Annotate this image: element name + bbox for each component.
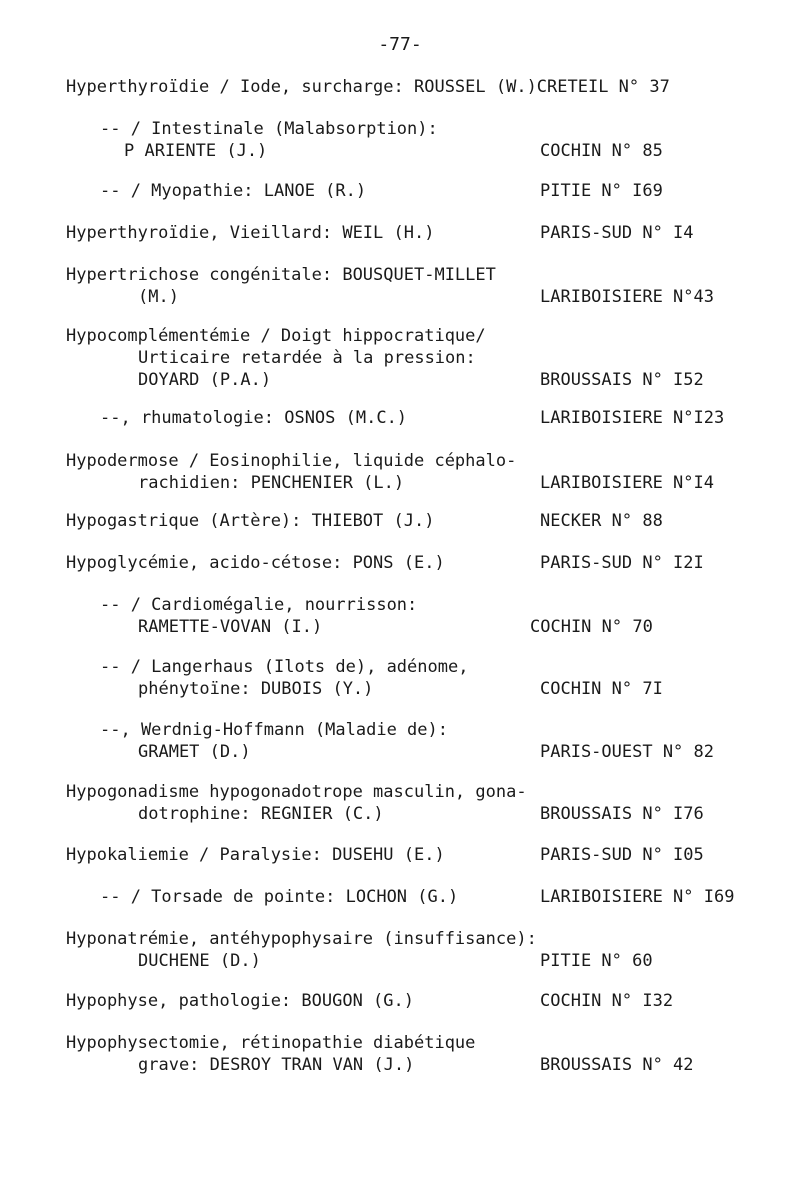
- index-entry: [0, 990, 800, 1012]
- index-entry: [0, 118, 800, 162]
- entry-heading-line: Hypophysectomie, rétinopathie diabétique: [66, 1033, 476, 1053]
- entry-heading-line: Hypoglycémie, acido-cétose: PONS (E.): [66, 553, 445, 573]
- entry-heading-line: Hypertrichose congénitale: BOUSQUET-MILLET: [66, 265, 496, 285]
- index-entry: [0, 407, 800, 429]
- entry-continuation-line: grave: DESROY TRAN VAN (J.): [138, 1055, 415, 1075]
- hospital-reference: COCHIN N° 85: [540, 141, 663, 161]
- index-entry: [0, 719, 800, 763]
- index-entry: [0, 844, 800, 866]
- hospital-reference: NECKER N° 88: [540, 511, 663, 531]
- entry-continuation-line: phénytoïne: DUBOIS (Y.): [138, 679, 374, 699]
- index-entry: [0, 76, 800, 98]
- index-entry: [0, 886, 800, 908]
- hospital-reference: PARIS-SUD N° I05: [540, 845, 704, 865]
- hospital-reference: PARIS-SUD N° I2I: [540, 553, 704, 573]
- hospital-reference: LARIBOISIERE N°I4: [540, 473, 714, 493]
- entry-heading-line: Hyperthyroïdie / Iode, surcharge: ROUSSEL (W.)CRETEIL N° 37: [66, 77, 670, 97]
- entry-continuation-line: dotrophine: REGNIER (C.): [138, 804, 384, 824]
- index-entry: [0, 1032, 800, 1076]
- hospital-reference: LARIBOISIERE N°43: [540, 287, 714, 307]
- entry-heading-line: -- / Myopathie: LANOE (R.): [100, 181, 367, 201]
- hospital-reference: BROUSSAIS N° 42: [540, 1055, 694, 1075]
- hospital-reference: BROUSSAIS N° I52: [540, 370, 704, 390]
- hospital-reference: COCHIN N° 7I: [540, 679, 663, 699]
- entry-heading-line: Hyponatrémie, antéhypophysaire (insuffisance):: [66, 929, 537, 949]
- index-entry: [0, 510, 800, 532]
- index-entry: [0, 325, 800, 391]
- entry-continuation-line: DUCHENE (D.): [138, 951, 261, 971]
- entry-continuation-line: (M.): [138, 287, 179, 307]
- entry-heading-line: Hypogastrique (Artère): THIEBOT (J.): [66, 511, 435, 531]
- hospital-reference: PITIE N° I69: [540, 181, 663, 201]
- index-entry: [0, 656, 800, 700]
- entry-heading-line: Hypophyse, pathologie: BOUGON (G.): [66, 991, 414, 1011]
- index-entry: [0, 594, 800, 638]
- entry-heading-line: --, Werdnig-Hoffmann (Maladie de):: [100, 720, 448, 740]
- entry-heading-line: --, rhumatologie: OSNOS (M.C.): [100, 408, 408, 428]
- page-number: -77-: [378, 34, 422, 55]
- hospital-reference: LARIBOISIERE N°I23: [540, 408, 725, 428]
- entry-heading-line: Hypodermose / Eosinophilie, liquide céphalo-: [66, 451, 517, 471]
- index-entry: [0, 222, 800, 244]
- index-entry: [0, 180, 800, 202]
- index-entry: [0, 450, 800, 494]
- entry-heading-line: Hypocomplémentémie / Doigt hippocratique/: [66, 326, 486, 346]
- hospital-reference: COCHIN N° 70: [530, 617, 653, 637]
- entry-continuation-line: Urticaire retardée à la pression:: [138, 348, 476, 368]
- hospital-reference: PARIS-OUEST N° 82: [540, 742, 714, 762]
- hospital-reference: LARIBOISIERE N° I69: [540, 887, 735, 907]
- entry-continuation-line: GRAMET (D.): [138, 742, 251, 762]
- hospital-reference: BROUSSAIS N° I76: [540, 804, 704, 824]
- entry-continuation-line: P ARIENTE (J.): [124, 141, 268, 161]
- entry-heading-line: -- / Torsade de pointe: LOCHON (G.): [100, 887, 459, 907]
- entry-heading-line: Hypogonadisme hypogonadotrope masculin, gona-: [66, 782, 527, 802]
- entry-heading-line: Hypokaliemie / Paralysie: DUSEHU (E.): [66, 845, 445, 865]
- entry-heading-line: -- / Cardiomégalie, nourrisson:: [100, 595, 418, 615]
- entry-continuation-line: rachidien: PENCHENIER (L.): [138, 473, 405, 493]
- index-entry: [0, 928, 800, 972]
- index-entry: [0, 552, 800, 574]
- index-entry: [0, 264, 800, 308]
- entry-continuation-line: DOYARD (P.A.): [138, 370, 272, 390]
- entry-heading-line: -- / Langerhaus (Ilots de), adénome,: [100, 657, 469, 677]
- hospital-reference: PARIS-SUD N° I4: [540, 223, 694, 243]
- hospital-reference: COCHIN N° I32: [540, 991, 674, 1011]
- entry-continuation-line: RAMETTE-VOVAN (I.): [138, 617, 323, 637]
- entry-heading-line: -- / Intestinale (Malabsorption):: [100, 119, 438, 139]
- hospital-reference: PITIE N° 60: [540, 951, 653, 971]
- entry-heading-line: Hyperthyroïdie, Vieillard: WEIL (H.): [66, 223, 435, 243]
- index-entry: [0, 781, 800, 825]
